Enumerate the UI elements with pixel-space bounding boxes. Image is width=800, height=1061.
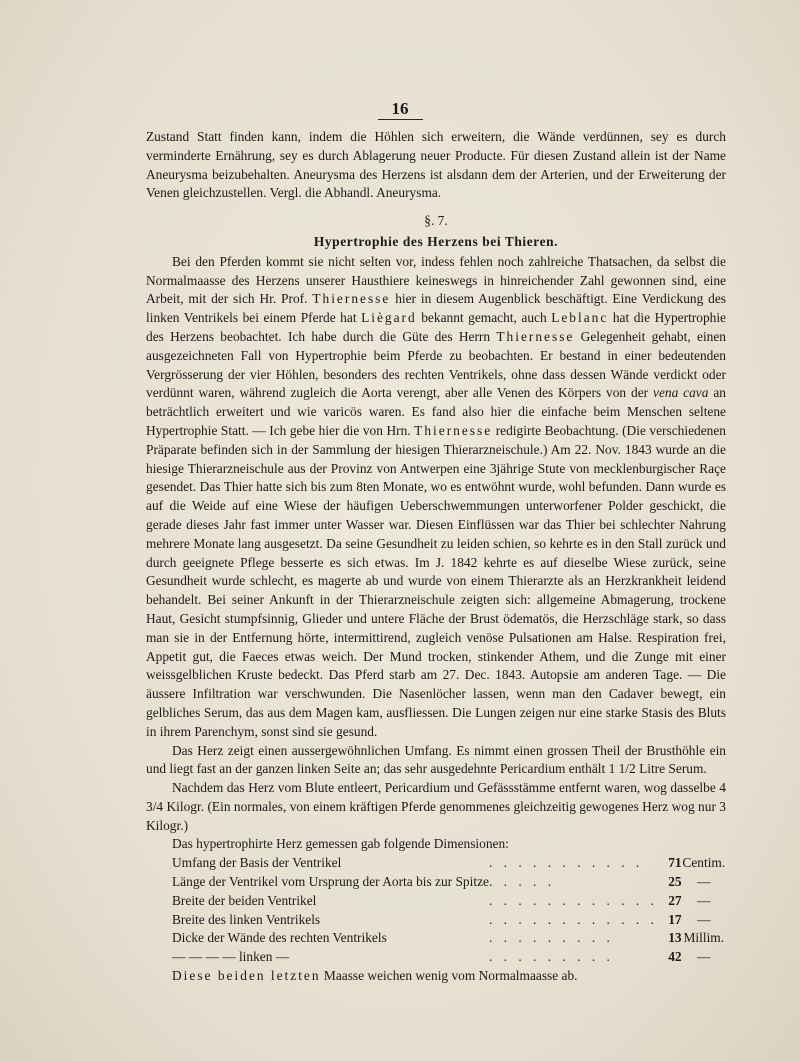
author-name: Thiernesse — [496, 328, 575, 344]
latin-term: vena cava — [653, 385, 709, 401]
dimension-row: Dicke der Wände des rechten Ventrikels . . . . . . . . . 13 Millim. — [172, 930, 725, 946]
dimension-row: Länge der Ventrikel vom Ursprung der Aorta bis zur Spitze . . . . . 25 — — [172, 874, 711, 890]
page-number: 16 — [0, 99, 800, 119]
author-name: Liègard — [361, 310, 417, 326]
dimensions-table — [172, 854, 726, 967]
paragraph-dimensions-intro: Das hypertrophirte Herz gemessen gab folgende Dimensionen: — [172, 836, 509, 852]
paragraph-heart: Das Herz zeigt einen aussergewöhnlichen Umfang. Es nimmt einen grossen Theil der Brusthöhle ein und liegt fast an der ganzen linken Seite an; das sehr ausgedehnte Pericardium enthält 1 1/2 Litre Serum. — [146, 742, 726, 777]
dimension-row: Breite der beiden Ventrikel . . . . . . . . . . . . 27 — — [172, 892, 711, 908]
author-name: Leblanc — [551, 310, 609, 326]
paragraph-weight: Nachdem das Herz vom Blute entleert, Pericardium und Gefässstämme entfernt waren, wog dasselbe 4 3/4 Kilogr. (Ein normales, von einem kräftigen Pferde genommenes gleichzeitig gewogenes Herz wog nur 3 Kilogr.) — [146, 780, 726, 833]
section-number: §. 7. — [424, 213, 448, 229]
paragraph-horses: Bei den Pferden kommt sie nicht selten vor, indess fehlen noch zahlreiche Thatsachen, da selbst die Normalmaasse des Herzens unserer Hausthiere keineswegs in hinreichender Zahl gewonnen sind, eine Arbeit, mit der sich Hr. Prof. Thiernesse hier in diesem Augenblick beschäftigt. Eine Verdickung des linken Ventrikels bei einem Pferde hat Liègard bekannt gemacht, auch Leblanc hat die Hypertrophie des Herzens beobachtet. Ich habe durch die Güte des Herrn Thiernesse Gelegenheit gehabt, einen ausgezeichneten Fall von Hypertrophie beim Pferde zu beobachten. Er bestand in einer bedeutenden Vergrösserung der vier Höhlen, besonders des rechten Ventrikels, ohne dass dessen Wände verdickt oder verdünnt waren, während zugleich die Aorta verengt, aber alle Venen des Körpers von der vena cava an beträchtlich erweitert und wie varicös waren. Es fand also hier die einfache beim Menschen seltene Hypertrophie Statt. — Ich gebe hier die von Hrn. Thiernesse redigirte Beobachtung. (Die verschiedenen Präparate befinden sich in der Sammlung der hiesigen Thierarzneischule.) Am 22. Nov. 1843 wurde an die hiesige Thierarzneischule aus der Provinz von Antwerpen eine 3jährige Stute von mecklenburgischer Raçe gesendet. Das Thier hatte sich bis zum 8ten Monate, wo es entwöhnt wurde, wohl befunden. Dann wurde es auf die Weide auf eine Wiese der häufigen Ueberschwemmungen unterworfener Polder geschickt, die gerade dieses Jahr fast immer unter Wasser war. Diesen Einflüssen war das Thier bei schlechter Nahrung mehrere Monate lang ausgesetzt. Da seine Gesundheit zu leiden schien, so kehrte es in den Stall zurück und durch geeignete Pflege besserte es sich etwas. Im J. 1842 kehrte es auf dieselbe Wiese zurück, seine Gesundheit wurde schlecht, es magerte ab und wurde von einem Thierarzte als an Herzkrankheit leidend behandelt. Bei seiner Ankunft in der Thierarzneischule zeigten sich: allgemeine Abmagerung, trockene Haut, Gesicht stumpfsinnig, Glieder und untere Fläche der Brust ödematös, die Herzschläge stark, so dass man sie in der Entfernung hörte, intermittirend, zugleich venöse Pulsationen am Halse. Respiration frei, Appetit gut, die Faeces etwas weich. Der Mund trocken, stinkender Athem, und die Zunge mit einer weissgelblichen Kruste bedeckt. Das Pferd starb am 27. Dec. 1843. Autopsie am anderen Tage. — Die äussere Infiltration war verschwunden. Die Nasenlöcher lassen, wenn man den Cadaver bewegt, ein gelbliches Serum, das aus dem Magen kam, ausfliessen. Die Lungen zeigen nur eine starke Stasis des Bluts in ihrem Parenchym, sonst sind sie gesund. — [146, 253, 727, 739]
text-column — [146, 128, 726, 986]
dimension-row: Umfang der Basis der Ventrikel . . . . . . . . . . . 71 Centim. — [172, 855, 726, 871]
section-title: Hypertrophie des Herzens bei Thieren. — [313, 233, 559, 249]
closing-sentence: Diese beiden letzten Maasse weichen wenig vom Normalmaasse ab. — [172, 968, 578, 984]
intro-paragraph: Zustand Statt finden kann, indem die Höhlen sich erweitern, die Wände verdünnen, sey es durch verminderte Ernährung, sey es durch Ablagerung neuer Producte. Für diesen Zustand allein ist der Name Aneurysma beizubehalten. Aneurysma des Herzens ist alsdann dem der Arterien, und der Erweiterung der Venen gleichzustellen. Vergl. die Abhandl. Aneurysma. — [146, 129, 726, 201]
dimension-row: — — — — linken — . . . . . . . . . 42 — — [172, 949, 711, 965]
dimension-row: Breite des linken Ventrikels . . . . . . . . . . . . 17 — — [172, 911, 711, 927]
author-name: Thiernesse — [312, 291, 391, 307]
author-name: Thiernesse — [414, 422, 493, 438]
